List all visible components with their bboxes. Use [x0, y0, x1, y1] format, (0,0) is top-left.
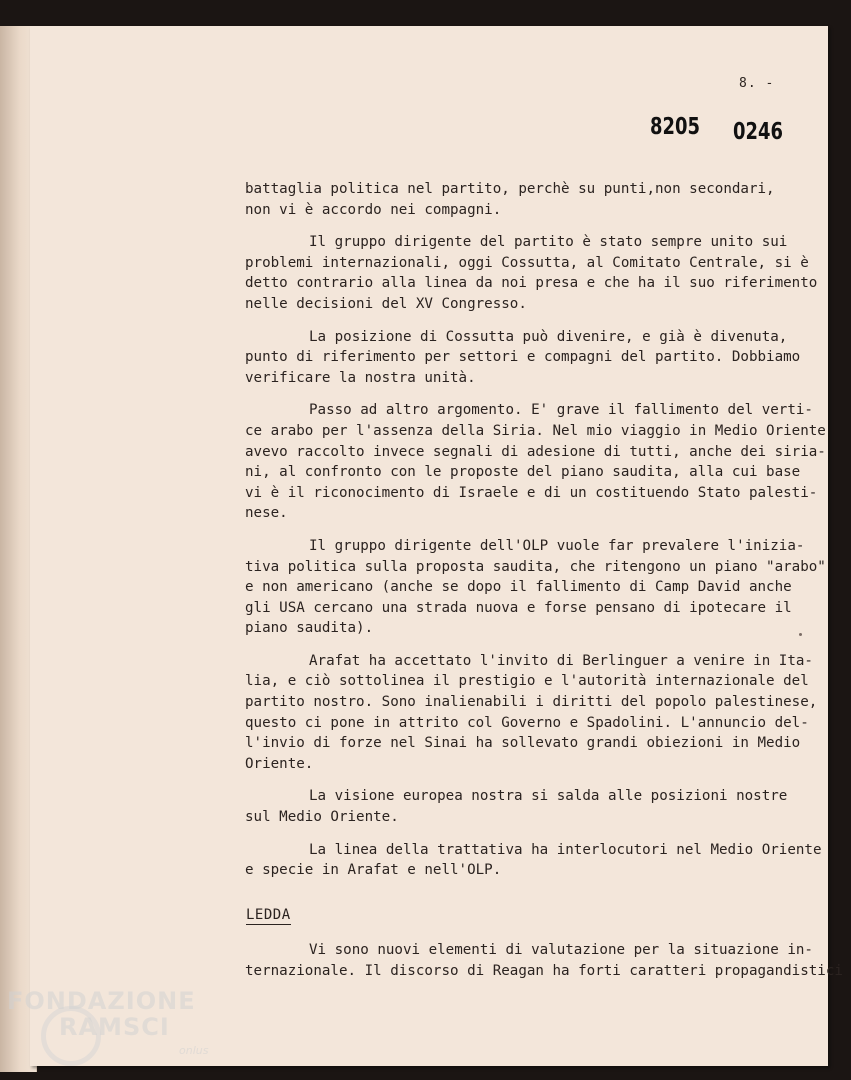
- text-line: problemi internazionali, oggi Cossutta, al Comitato Centrale, si è: [245, 254, 809, 271]
- text-line: La linea della trattativa ha interlocutori nel Medio Oriente: [309, 841, 822, 858]
- archive-stamp-number-2: 0246: [733, 119, 783, 145]
- text-line: punto di riferimento per settori e compagni del partito. Dobbiamo: [245, 349, 801, 366]
- text-line: e specie in Arafat e nell'OLP.: [245, 862, 502, 879]
- text-line: La visione europea nostra si salda alle posizioni nostre: [309, 788, 788, 805]
- text-line: l'invio di forze nel Sinai ha sollevato grandi obiezioni in Medio: [245, 735, 801, 752]
- archive-stamp-number-1: 8205: [650, 114, 700, 140]
- paragraph-6: [245, 651, 818, 775]
- text-line: vi è il riconocimento di Israele e di un costituendo Stato palesti-: [245, 484, 818, 501]
- speaker-paragraph: [245, 940, 843, 981]
- watermark-g-ring-icon: [41, 1006, 101, 1066]
- text-line: Arafat ha accettato l'invito di Berlinguer a venire in Ita-: [309, 652, 813, 669]
- paragraph-3: [245, 327, 805, 389]
- speaker-heading: LEDDA: [246, 907, 291, 923]
- watermark-line-2: RAMSCI: [59, 1013, 170, 1041]
- text-line: nelle decisioni del XV Congresso.: [245, 295, 527, 312]
- text-line: Passo ad altro argomento. E' grave il fallimento del verti-: [309, 402, 813, 419]
- text-line: ternazionale. Il discorso di Reagan ha forti caratteri propagandistici: [245, 962, 843, 979]
- text-line: piano saudita).: [245, 620, 374, 637]
- text-line: e non americano (anche se dopo il fallimento di Camp David anche: [245, 579, 792, 596]
- text-line: non vi è accordo nei compagni.: [245, 201, 502, 218]
- text-line: Il gruppo dirigente del partito è stato sempre unito sui: [309, 234, 788, 251]
- text-line: Il gruppo dirigente dell'OLP vuole far prevalere l'inizia-: [309, 537, 805, 554]
- watermark-logo: [7, 987, 209, 1057]
- text-line: La posizione di Cossutta può divenire, e già è divenuta,: [309, 328, 788, 345]
- text-line: gli USA cercano una strada nuova e forse pensano di ipotecare il: [245, 599, 792, 616]
- text-line: Oriente.: [245, 755, 314, 772]
- text-line: detto contrario alla linea da noi presa e che ha il suo riferimento: [245, 275, 818, 292]
- paragraph-2: [245, 232, 818, 314]
- text-line: ce arabo per l'assenza della Siria. Nel mio viaggio in Medio Oriente: [245, 422, 826, 439]
- text-line: verificare la nostra unità.: [245, 369, 476, 386]
- text-line: questo ci pone in attrito col Governo e Spadolini. L'annuncio del-: [245, 714, 809, 731]
- paragraph-7: [245, 786, 805, 827]
- text-line: tiva politica sulla proposta saudita, che ritengono un piano "arabo": [245, 558, 826, 575]
- paragraph-1: [245, 179, 805, 220]
- body-text: [245, 179, 826, 893]
- text-line: lia, e ciò sottolinea il prestigio e l'autorità internazionale del: [245, 673, 809, 690]
- text-line: sul Medio Oriente.: [245, 809, 399, 826]
- watermark-suffix: onlus: [179, 1044, 209, 1057]
- paragraph-4: [245, 400, 826, 524]
- watermark-line-1: FONDAZIONE: [7, 987, 196, 1015]
- paper-speck: [799, 633, 802, 636]
- text-line: battaglia politica nel partito, perchè su punti,non secondari,: [245, 181, 775, 197]
- text-line: partito nostro. Sono inalienabili i diritti del popolo palestinese,: [245, 694, 818, 711]
- text-line: ni, al confronto con le proposte del piano saudita, alla cui base: [245, 464, 801, 481]
- text-line: Vi sono nuovi elementi di valutazione per la situazione in-: [309, 942, 813, 958]
- page-number: 8. -: [739, 76, 775, 91]
- text-line: nese.: [245, 505, 288, 522]
- text-line: avevo raccolto invece segnali di adesione di tutti, anche dei siria-: [245, 443, 826, 460]
- paragraph-5: [245, 536, 826, 639]
- paragraph-8: [245, 840, 822, 881]
